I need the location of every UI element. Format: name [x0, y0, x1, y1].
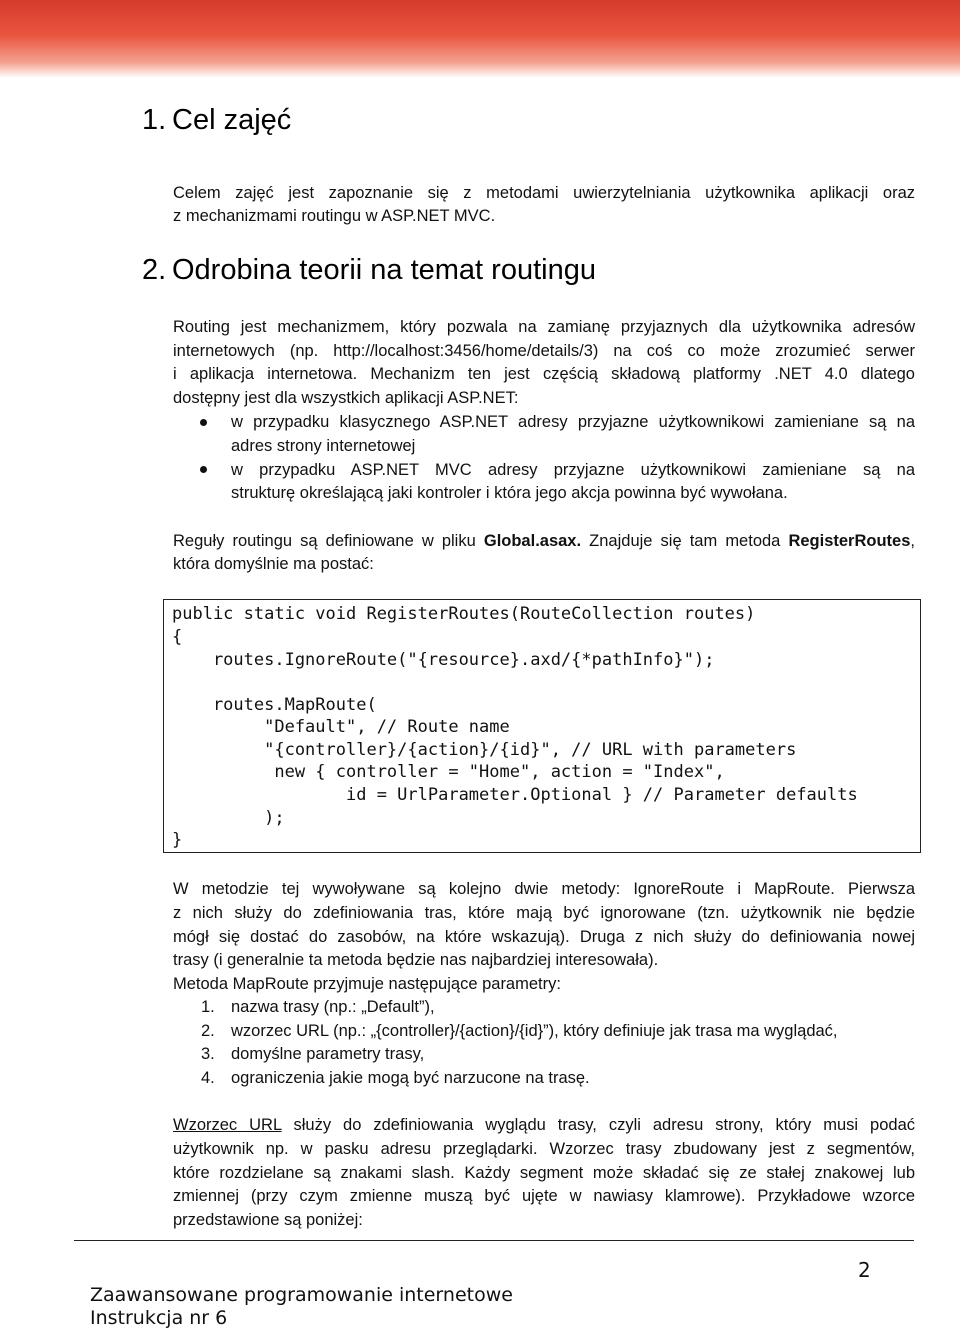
paragraph-line: internetowych (np. http://localhost:3456/home/details/3) na coś co może zrozumieć serwer	[173, 342, 915, 360]
code-line: "{controller}/{action}/{id}", // URL with parameters	[172, 740, 797, 760]
footer-instruction-number: Instrukcja nr 6	[90, 1307, 228, 1329]
code-line: "Default", // Route name	[172, 717, 510, 737]
paragraph-line: przedstawione są poniżej:	[173, 1211, 363, 1229]
code-line: );	[172, 808, 285, 828]
paragraph-line: W metodzie tej wywoływane są kolejno dwie metody: IgnoreRoute i MapRoute. Pierwsza	[173, 880, 915, 898]
paragraph-line: które rozdzielane są znakami slash. Każdy segment może składać się ze stałej znakowej lub	[173, 1164, 915, 1182]
code-line: }	[172, 830, 183, 850]
paragraph-line: Wzorzec URL służy do zdefiniowania wyglądu trasy, czyli adresu strony, który musi podać	[173, 1116, 915, 1134]
list-item: nazwa trasy (np.: „Default”),	[231, 998, 435, 1016]
paragraph-line: mógł się dostać do zasobów, na które wskazują). Druga z nich służy do definiowania nowej	[173, 928, 915, 946]
code-line: id = UrlParameter.Optional } // Parameter defaults	[172, 785, 858, 805]
section-heading-2	[142, 254, 596, 287]
paragraph-line: która domyślnie ma postać:	[173, 555, 374, 573]
section-number: 2.	[142, 254, 167, 286]
paragraph-line: Reguły routingu są definiowane w pliku Global.asax. Znajduje się tam metoda RegisterRoutes,	[173, 532, 915, 550]
section-heading-1	[142, 104, 291, 137]
paragraph-line: z mechanizmami routingu w ASP.NET MVC.	[173, 207, 496, 225]
paragraph-line: zmiennej (przy czym zmienne muszą być ujęte w nawiasy klamrowe). Przykładowe wzorce	[173, 1187, 915, 1205]
section-title: Odrobina teorii na temat routingu	[172, 254, 596, 286]
footer-divider	[74, 1240, 914, 1241]
footer-course-title: Zaawansowane programowanie internetowe	[90, 1284, 513, 1306]
page-number: 2	[858, 1258, 871, 1282]
header-banner	[0, 0, 960, 78]
method-name: RegisterRoutes	[788, 532, 911, 550]
list-item: ograniczenia jakie mogą być narzucone na trasę.	[231, 1069, 590, 1087]
paragraph-line: dostępny jest dla wszystkich aplikacji ASP.NET:	[173, 389, 519, 407]
code-line: public static void RegisterRoutes(RouteCollection routes)	[172, 604, 756, 624]
bullet-item-line: adres strony internetowej	[231, 437, 416, 455]
bullet-item-line: w przypadku klasycznego ASP.NET adresy przyjazne użytkownikowi zamieniane są na	[231, 413, 915, 431]
section-number: 1.	[142, 104, 167, 136]
bullet-item-line: w przypadku ASP.NET MVC adresy przyjazne użytkownikowi zamieniane są na	[231, 461, 915, 479]
bullet-icon	[200, 466, 207, 473]
code-line: routes.IgnoreRoute("{resource}.axd/{*pathInfo}");	[172, 650, 715, 670]
list-number: 2.	[201, 1022, 215, 1040]
code-line: routes.MapRoute(	[172, 695, 377, 715]
term-url-pattern: Wzorzec URL	[173, 1116, 282, 1134]
list-number: 1.	[201, 998, 215, 1016]
paragraph-line: Metoda MapRoute przyjmuje następujące parametry:	[173, 975, 561, 993]
list-number: 3.	[201, 1045, 215, 1063]
bullet-item-line: strukturę określającą jaki kontroler i która jego akcja powinna być wywołana.	[231, 484, 788, 502]
paragraph-line: Celem zajęć jest zapoznanie się z metodami uwierzytelniania użytkownika aplikacji oraz	[173, 184, 915, 202]
paragraph-line: z nich służy do zdefiniowania tras, które mają być ignorowane (tzn. użytkownik nie będzie	[173, 904, 915, 922]
list-item: domyślne parametry trasy,	[231, 1045, 425, 1063]
paragraph-line: Routing jest mechanizmem, który pozwala na zamianę przyjaznych dla użytkownika adresów	[173, 318, 915, 336]
code-line: {	[172, 627, 183, 647]
file-name: Global.asax.	[483, 532, 582, 550]
paragraph-line: użytkownik np. w pasku adresu przeglądarki. Wzorzec trasy zbudowany jest z segmentów,	[173, 1140, 915, 1158]
paragraph-line: trasy (i generalnie ta metoda będzie nas najbardziej interesowała).	[173, 951, 659, 969]
code-line: new { controller = "Home", action = "Index",	[172, 762, 725, 782]
paragraph-line: i aplikacja internetowa. Mechanizm ten jest częścią składową platformy .NET 4.0 dlatego	[173, 365, 915, 383]
list-item: wzorzec URL (np.: „{controller}/{action}/{id}”), który definiuje jak trasa ma wyglądać,	[231, 1022, 838, 1040]
section-title: Cel zajęć	[172, 104, 292, 136]
bullet-icon	[200, 419, 207, 426]
list-number: 4.	[201, 1069, 215, 1087]
